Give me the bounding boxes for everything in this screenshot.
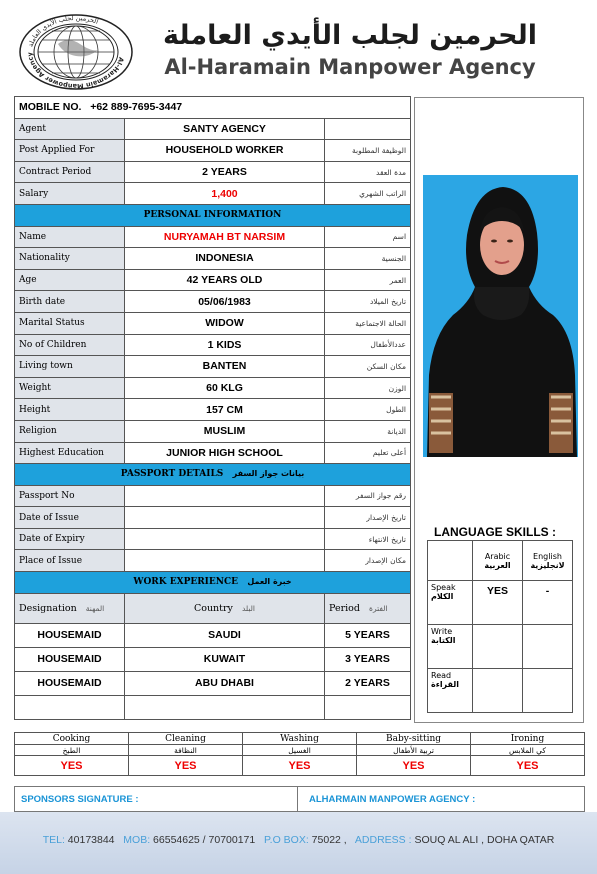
work-col-designation <box>15 593 125 623</box>
english-level <box>523 625 573 669</box>
skill-value: YES <box>15 756 129 776</box>
skill-name-ar: كي الملابس <box>471 745 585 756</box>
personal-label: Marital Status <box>15 312 125 334</box>
english-level: - <box>523 581 573 625</box>
work-header-row <box>15 593 411 623</box>
globe-logo-icon <box>18 14 134 90</box>
arabic-label: Arabic <box>484 551 511 561</box>
skill-name-ar: الغسيل <box>243 745 357 756</box>
skills-arabic-row <box>15 745 585 756</box>
work-experience-row <box>15 623 411 647</box>
language-skills-table <box>427 540 573 713</box>
skills-value-row <box>15 756 585 776</box>
work-experience-row <box>15 647 411 671</box>
footer-contact-bar <box>0 812 597 874</box>
passport-value <box>125 507 325 529</box>
passport-header-label-ar: بيانات جواز السفر <box>232 469 305 479</box>
personal-value: 42 YEARS OLD <box>125 269 325 291</box>
work-empty-row <box>15 695 411 719</box>
empty-cell <box>125 695 325 719</box>
personal-value: MUSLIM <box>125 420 325 442</box>
work-col-period <box>325 593 411 623</box>
passport-label: Place of Issue <box>15 550 125 572</box>
english-label: English <box>533 551 562 561</box>
personal-value: 157 CM <box>125 399 325 421</box>
english-level <box>523 669 573 713</box>
mob-value: 66554625 / 70700171 <box>153 834 256 846</box>
language-row <box>428 625 573 669</box>
skill-name: Ironing <box>471 733 585 745</box>
work-period: 2 YEARS <box>325 671 411 695</box>
passport-value <box>125 550 325 572</box>
personal-label-ar: اسم <box>325 226 411 248</box>
personal-label: Birth date <box>15 291 125 313</box>
info-label: Contract Period <box>15 161 125 183</box>
work-experience-row <box>15 671 411 695</box>
skill-label-ar: الكتابة <box>431 636 456 645</box>
english-label-ar: لانجليزية <box>530 560 565 570</box>
personal-value: BANTEN <box>125 356 325 378</box>
personal-row <box>15 269 411 291</box>
work-country: KUWAIT <box>125 647 325 671</box>
mobile-cell <box>15 97 411 119</box>
passport-label: Date of Expiry <box>15 528 125 550</box>
tel-value: 40173844 <box>67 834 115 846</box>
personal-label-ar: مكان السكن <box>325 356 411 378</box>
passport-header-label: PASSPORT DETAILS <box>120 469 224 480</box>
passport-label: Passport No <box>15 485 125 507</box>
personal-label-ar: الطول <box>325 399 411 421</box>
skill-name: Baby-sitting <box>357 733 471 745</box>
skills-english-row <box>15 733 585 745</box>
work-experience-header-title <box>15 572 411 594</box>
passport-label-ar: رقم جواز السفر <box>325 485 411 507</box>
personal-label-ar: الديانة <box>325 420 411 442</box>
work-experience-header-label: WORK EXPERIENCE <box>133 577 238 588</box>
arabic-level <box>473 625 523 669</box>
personal-value: NURYAMAH BT NARSIM <box>125 226 325 248</box>
passport-value <box>125 485 325 507</box>
designation-heading-ar: المهنة <box>85 603 105 613</box>
country-heading: Country <box>193 602 233 614</box>
personal-row <box>15 312 411 334</box>
language-row <box>428 581 573 625</box>
skill-label-ar: الكلام <box>431 592 454 601</box>
address-value: SOUQ AL ALI , DOHA QATAR <box>414 834 555 846</box>
info-label-ar <box>325 118 411 140</box>
personal-row <box>15 291 411 313</box>
personal-value: 1 KIDS <box>125 334 325 356</box>
personal-row <box>15 356 411 378</box>
applicant-portrait-image <box>423 175 578 457</box>
passport-label-ar: مكان الإصدار <box>325 550 411 572</box>
info-label: Post Applied For <box>15 140 125 162</box>
work-col-country <box>125 593 325 623</box>
personal-label: Nationality <box>15 248 125 270</box>
skill-name-ar: تربية الأطفال <box>357 745 471 756</box>
info-row <box>15 161 411 183</box>
signature-box <box>14 786 585 812</box>
passport-label: Date of Issue <box>15 507 125 529</box>
info-label: Agent <box>15 118 125 140</box>
tel-key: TEL: <box>42 834 65 846</box>
info-label-ar: الوظيفة المطلوبة <box>325 140 411 162</box>
skill-value: YES <box>471 756 585 776</box>
agency-signature-label: ALHARMAIN MANPOWER AGENCY : <box>309 794 476 805</box>
empty-cell <box>325 695 411 719</box>
work-experience-header <box>15 572 411 594</box>
language-english-header <box>523 541 573 581</box>
personal-value: 60 KLG <box>125 377 325 399</box>
mobile-label: MOBILE NO. <box>19 101 82 114</box>
passport-row <box>15 550 411 572</box>
arabic-level <box>473 669 523 713</box>
language-skill-label <box>428 669 473 713</box>
personal-label: Age <box>15 269 125 291</box>
personal-label-ar: العمر <box>325 269 411 291</box>
info-label-ar: مدة العقد <box>325 161 411 183</box>
work-period: 5 YEARS <box>325 623 411 647</box>
personal-row <box>15 248 411 270</box>
skill-label-ar: القراءة <box>431 680 460 689</box>
application-form-table <box>14 96 411 720</box>
info-row <box>15 183 411 205</box>
agency-name-english: Al-Haramain Manpower Agency <box>164 55 536 79</box>
info-label-ar: الراتب الشهري <box>325 183 411 205</box>
language-row <box>428 669 573 713</box>
po-box-key: P.O BOX: <box>264 834 309 846</box>
language-arabic-header <box>473 541 523 581</box>
info-row <box>15 118 411 140</box>
work-country: ABU DHABI <box>125 671 325 695</box>
work-designation: HOUSEMAID <box>15 647 125 671</box>
info-label: Salary <box>15 183 125 205</box>
skill-label: Write <box>431 627 453 636</box>
personal-info-header-label: PERSONAL INFORMATION <box>143 210 282 221</box>
personal-label: Living town <box>15 356 125 378</box>
info-row <box>15 140 411 162</box>
empty-cell <box>15 695 125 719</box>
country-heading-ar: البلد <box>241 603 256 613</box>
passport-header-title <box>15 464 411 486</box>
passport-label-ar: تاريخ الإصدار <box>325 507 411 529</box>
personal-row <box>15 420 411 442</box>
skill-label: Speak <box>431 583 456 592</box>
period-heading-ar: الفترة <box>369 603 388 613</box>
po-box-value: 75022 , <box>311 834 347 846</box>
skill-name: Washing <box>243 733 357 745</box>
info-value: HOUSEHOLD WORKER <box>125 140 325 162</box>
passport-label-ar: تاريخ الانتهاء <box>325 528 411 550</box>
work-designation: HOUSEMAID <box>15 671 125 695</box>
personal-label-ar: تاريخ الميلاد <box>325 291 411 313</box>
personal-row <box>15 377 411 399</box>
language-header-row <box>428 541 573 581</box>
footer-contact-text <box>0 834 597 846</box>
personal-row <box>15 334 411 356</box>
info-value: 1,400 <box>125 183 325 205</box>
work-country: SAUDI <box>125 623 325 647</box>
personal-label: Highest Education <box>15 442 125 464</box>
passport-row <box>15 528 411 550</box>
passport-value <box>125 528 325 550</box>
skill-name: Cooking <box>15 733 129 745</box>
personal-value: INDONESIA <box>125 248 325 270</box>
language-skill-label <box>428 625 473 669</box>
personal-row <box>15 226 411 248</box>
address-key: ADDRESS : <box>354 834 412 846</box>
skill-name-ar: النظافة <box>129 745 243 756</box>
work-experience-header-label-ar: خبرة العمل <box>247 577 292 587</box>
household-skills-table <box>14 732 585 776</box>
mob-key: MOB: <box>123 834 151 846</box>
personal-info-header-title <box>15 204 411 226</box>
skill-value: YES <box>357 756 471 776</box>
letterhead <box>0 0 597 92</box>
personal-label-ar: الحالة الاجتماعية <box>325 312 411 334</box>
skill-name: Cleaning <box>129 733 243 745</box>
personal-row <box>15 399 411 421</box>
personal-value: 05/06/1983 <box>125 291 325 313</box>
personal-label: Name <box>15 226 125 248</box>
mobile-value: +62 889-7695-3447 <box>90 101 183 114</box>
personal-label: Height <box>15 399 125 421</box>
info-value: SANTY AGENCY <box>125 118 325 140</box>
passport-header <box>15 464 411 486</box>
personal-info-header <box>15 204 411 226</box>
arabic-level: YES <box>473 581 523 625</box>
passport-row <box>15 485 411 507</box>
work-designation: HOUSEMAID <box>15 623 125 647</box>
personal-label-ar: عددالأطفال <box>325 334 411 356</box>
skill-label: Read <box>431 671 452 680</box>
skill-value: YES <box>243 756 357 776</box>
mobile-row <box>15 97 411 119</box>
personal-label-ar: الجنسية <box>325 248 411 270</box>
personal-value: JUNIOR HIGH SCHOOL <box>125 442 325 464</box>
period-heading: Period <box>329 602 360 614</box>
language-corner-cell <box>428 541 473 581</box>
logo-ring-text: Al-Haramain Manpower Agency <box>25 51 126 90</box>
language-skill-label <box>428 581 473 625</box>
personal-value: WIDOW <box>125 312 325 334</box>
skill-value: YES <box>129 756 243 776</box>
sponsor-signature-label: SPONSORS SIGNATURE : <box>21 794 139 805</box>
signature-divider <box>297 787 298 813</box>
skill-name-ar: الطبخ <box>15 745 129 756</box>
logo-ring-text-ar: الحرمين لجلب الأيدي العاملة <box>26 14 100 48</box>
personal-row <box>15 442 411 464</box>
personal-label-ar: الوزن <box>325 377 411 399</box>
info-value: 2 YEARS <box>125 161 325 183</box>
designation-heading: Designation <box>19 602 77 614</box>
passport-row <box>15 507 411 529</box>
work-period: 3 YEARS <box>325 647 411 671</box>
agency-name-arabic: الحرمين لجلب الأيدي العاملة <box>163 20 537 51</box>
personal-label-ar: أعلى تعليم <box>325 442 411 464</box>
language-skills-title: LANGUAGE SKILLS : <box>434 525 556 539</box>
personal-label: No of Children <box>15 334 125 356</box>
arabic-label-ar: العربية <box>484 560 511 570</box>
personal-label: Religion <box>15 420 125 442</box>
personal-label: Weight <box>15 377 125 399</box>
applicant-photo <box>423 175 578 457</box>
